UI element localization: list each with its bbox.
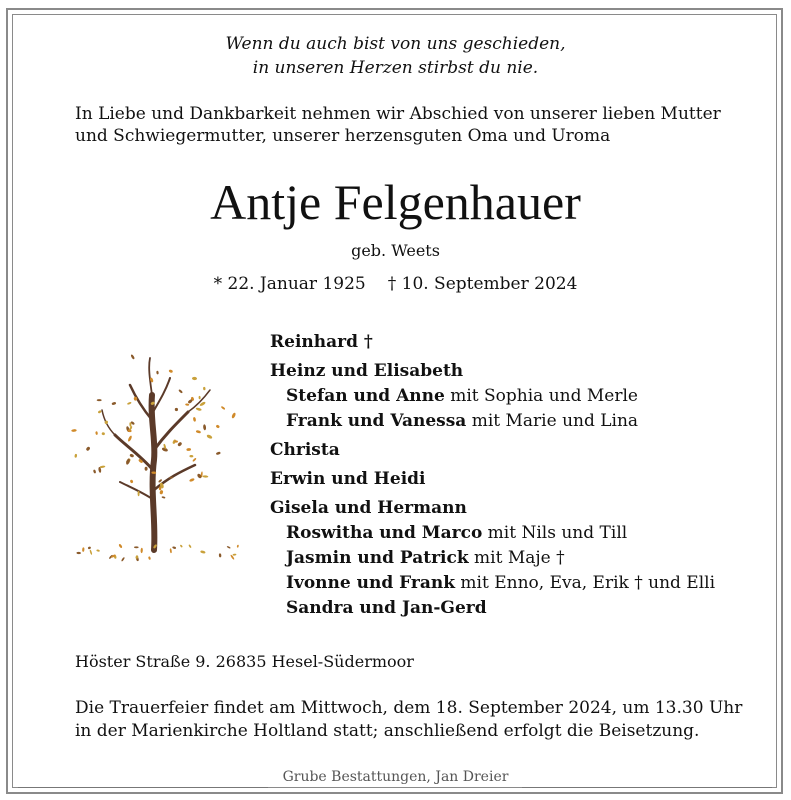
leaf (130, 479, 134, 483)
fallen-leaf (232, 554, 236, 556)
autumn-tree-icon (70, 350, 245, 570)
leaf (98, 410, 102, 414)
leaf (156, 371, 159, 375)
family-member-names: Jasmin und Patrick (286, 548, 469, 568)
family-member-names: Christa (270, 440, 340, 460)
family-member-names: Stefan und Anne (286, 386, 445, 406)
leaf (111, 402, 116, 406)
leaf (178, 389, 183, 394)
fallen-leaf (88, 546, 92, 549)
birth-name: geb. Weets (351, 241, 440, 260)
family-member-names: Heinz und Elisabeth (270, 361, 464, 381)
family-member (270, 438, 715, 463)
leaf (101, 432, 105, 436)
family-member-names: Frank und Vanessa (286, 411, 467, 431)
leaf (186, 448, 191, 451)
funeral-info (75, 697, 742, 743)
fallen-leaf (227, 546, 231, 549)
family-member-names: Reinhard † (270, 332, 373, 352)
fallen-leaf (134, 546, 139, 548)
leaf (196, 430, 202, 434)
fallen-leaf (219, 553, 222, 557)
fallen-leaf (96, 549, 100, 552)
family-member-names: Ivonne und Frank (286, 573, 456, 593)
family-member-names: Erwin und Heidi (270, 469, 426, 489)
leaf (199, 396, 201, 400)
fallen-leaf (237, 545, 239, 548)
family-member-children: mit Nils und Till (482, 523, 628, 543)
fallen-leaf (180, 544, 183, 547)
fallen-leaf (82, 547, 85, 552)
funeral-line-1: Die Trauerfeier findet am Mittwoch, dem 18. September 2024, um 13.30 Uhr (75, 698, 743, 718)
leaf (193, 417, 196, 422)
leaf (231, 412, 236, 419)
leaf (202, 475, 208, 478)
poem-line-2: in unseren Herzen stirbst du nie. (252, 58, 539, 78)
family-list (270, 330, 715, 621)
leaf (192, 458, 197, 462)
family-member-children: mit Enno, Eva, Erik † und Elli (455, 573, 716, 593)
family-member (270, 571, 715, 596)
leaf (74, 454, 77, 458)
birth-date: * 22. Januar 1925 (213, 274, 366, 294)
undertaker-name: Grube Bestattungen, Jan Dreier (277, 769, 515, 785)
family-member (270, 359, 715, 384)
fallen-leaf (148, 556, 151, 560)
family-member (270, 330, 715, 355)
family-member (270, 409, 715, 434)
leaf (175, 408, 178, 411)
leaf (159, 490, 163, 495)
leaf (100, 465, 106, 468)
fallen-leaf (76, 552, 81, 554)
family-member (270, 384, 715, 409)
family-member-children: mit Sophia und Merle (444, 386, 638, 406)
poem (0, 32, 791, 80)
leaf (203, 387, 206, 391)
leaf (206, 434, 213, 439)
leaf (177, 442, 182, 447)
fallen-leaf (170, 548, 173, 553)
leaf (221, 406, 226, 410)
leaf (185, 403, 189, 406)
footer-rule-left (18, 787, 268, 788)
leaf (130, 354, 135, 360)
fallen-leaf (121, 557, 125, 562)
leaf (86, 446, 91, 451)
leaf (192, 377, 197, 380)
fallen-leaf (140, 548, 142, 554)
leaf (138, 491, 140, 496)
intro-text (75, 103, 721, 147)
life-dates (0, 274, 791, 294)
leaf (168, 369, 173, 373)
leaf (71, 429, 77, 432)
leaf (203, 424, 206, 430)
address: Höster Straße 9. 26835 Hesel-Südermoor (75, 652, 414, 671)
leaf (195, 407, 201, 411)
leaf (161, 496, 165, 499)
poem-line-1: Wenn du auch bist von uns geschieden, (225, 34, 566, 54)
leaf (129, 453, 134, 457)
leaf (189, 478, 195, 483)
family-member-names: Roswitha und Marco (286, 523, 483, 543)
family-member-names: Sandra und Jan-Gerd (286, 598, 487, 618)
family-member-children: mit Marie und Lina (466, 411, 639, 431)
leaf (97, 399, 102, 401)
undertaker-credit (0, 769, 791, 785)
leaf (127, 435, 132, 442)
fallen-leaf (172, 546, 176, 549)
footer-rule-right (522, 787, 772, 788)
leaf (127, 402, 132, 405)
family-member (270, 596, 715, 621)
leaf (216, 424, 221, 428)
leaf (189, 455, 193, 458)
death-date: † 10. September 2024 (387, 274, 578, 294)
fallen-leaf (188, 544, 192, 548)
family-member (270, 467, 715, 492)
leaf (93, 469, 96, 473)
family-member (270, 521, 715, 546)
family-member-children: mit Maje † (468, 548, 565, 568)
fallen-leaf (89, 550, 92, 555)
deceased-name: Antje Felgenhauer (210, 174, 581, 230)
leaf (95, 431, 98, 435)
leaf (145, 467, 148, 471)
family-member-names: Gisela und Hermann (270, 498, 467, 518)
leaf (216, 451, 221, 455)
funeral-line-2: in der Marienkirche Holtland statt; anschließend erfolgt die Beisetzung. (75, 721, 700, 741)
intro-line-1: In Liebe und Dankbarkeit nehmen wir Abschied von unserer lieben Mutter (75, 104, 721, 124)
family-member (270, 546, 715, 571)
intro-line-2: und Schwiegermutter, unserer herzensguten Oma und Uroma (75, 126, 611, 146)
fallen-leaf (118, 543, 122, 548)
family-member (270, 496, 715, 521)
fallen-leaf (200, 550, 206, 554)
